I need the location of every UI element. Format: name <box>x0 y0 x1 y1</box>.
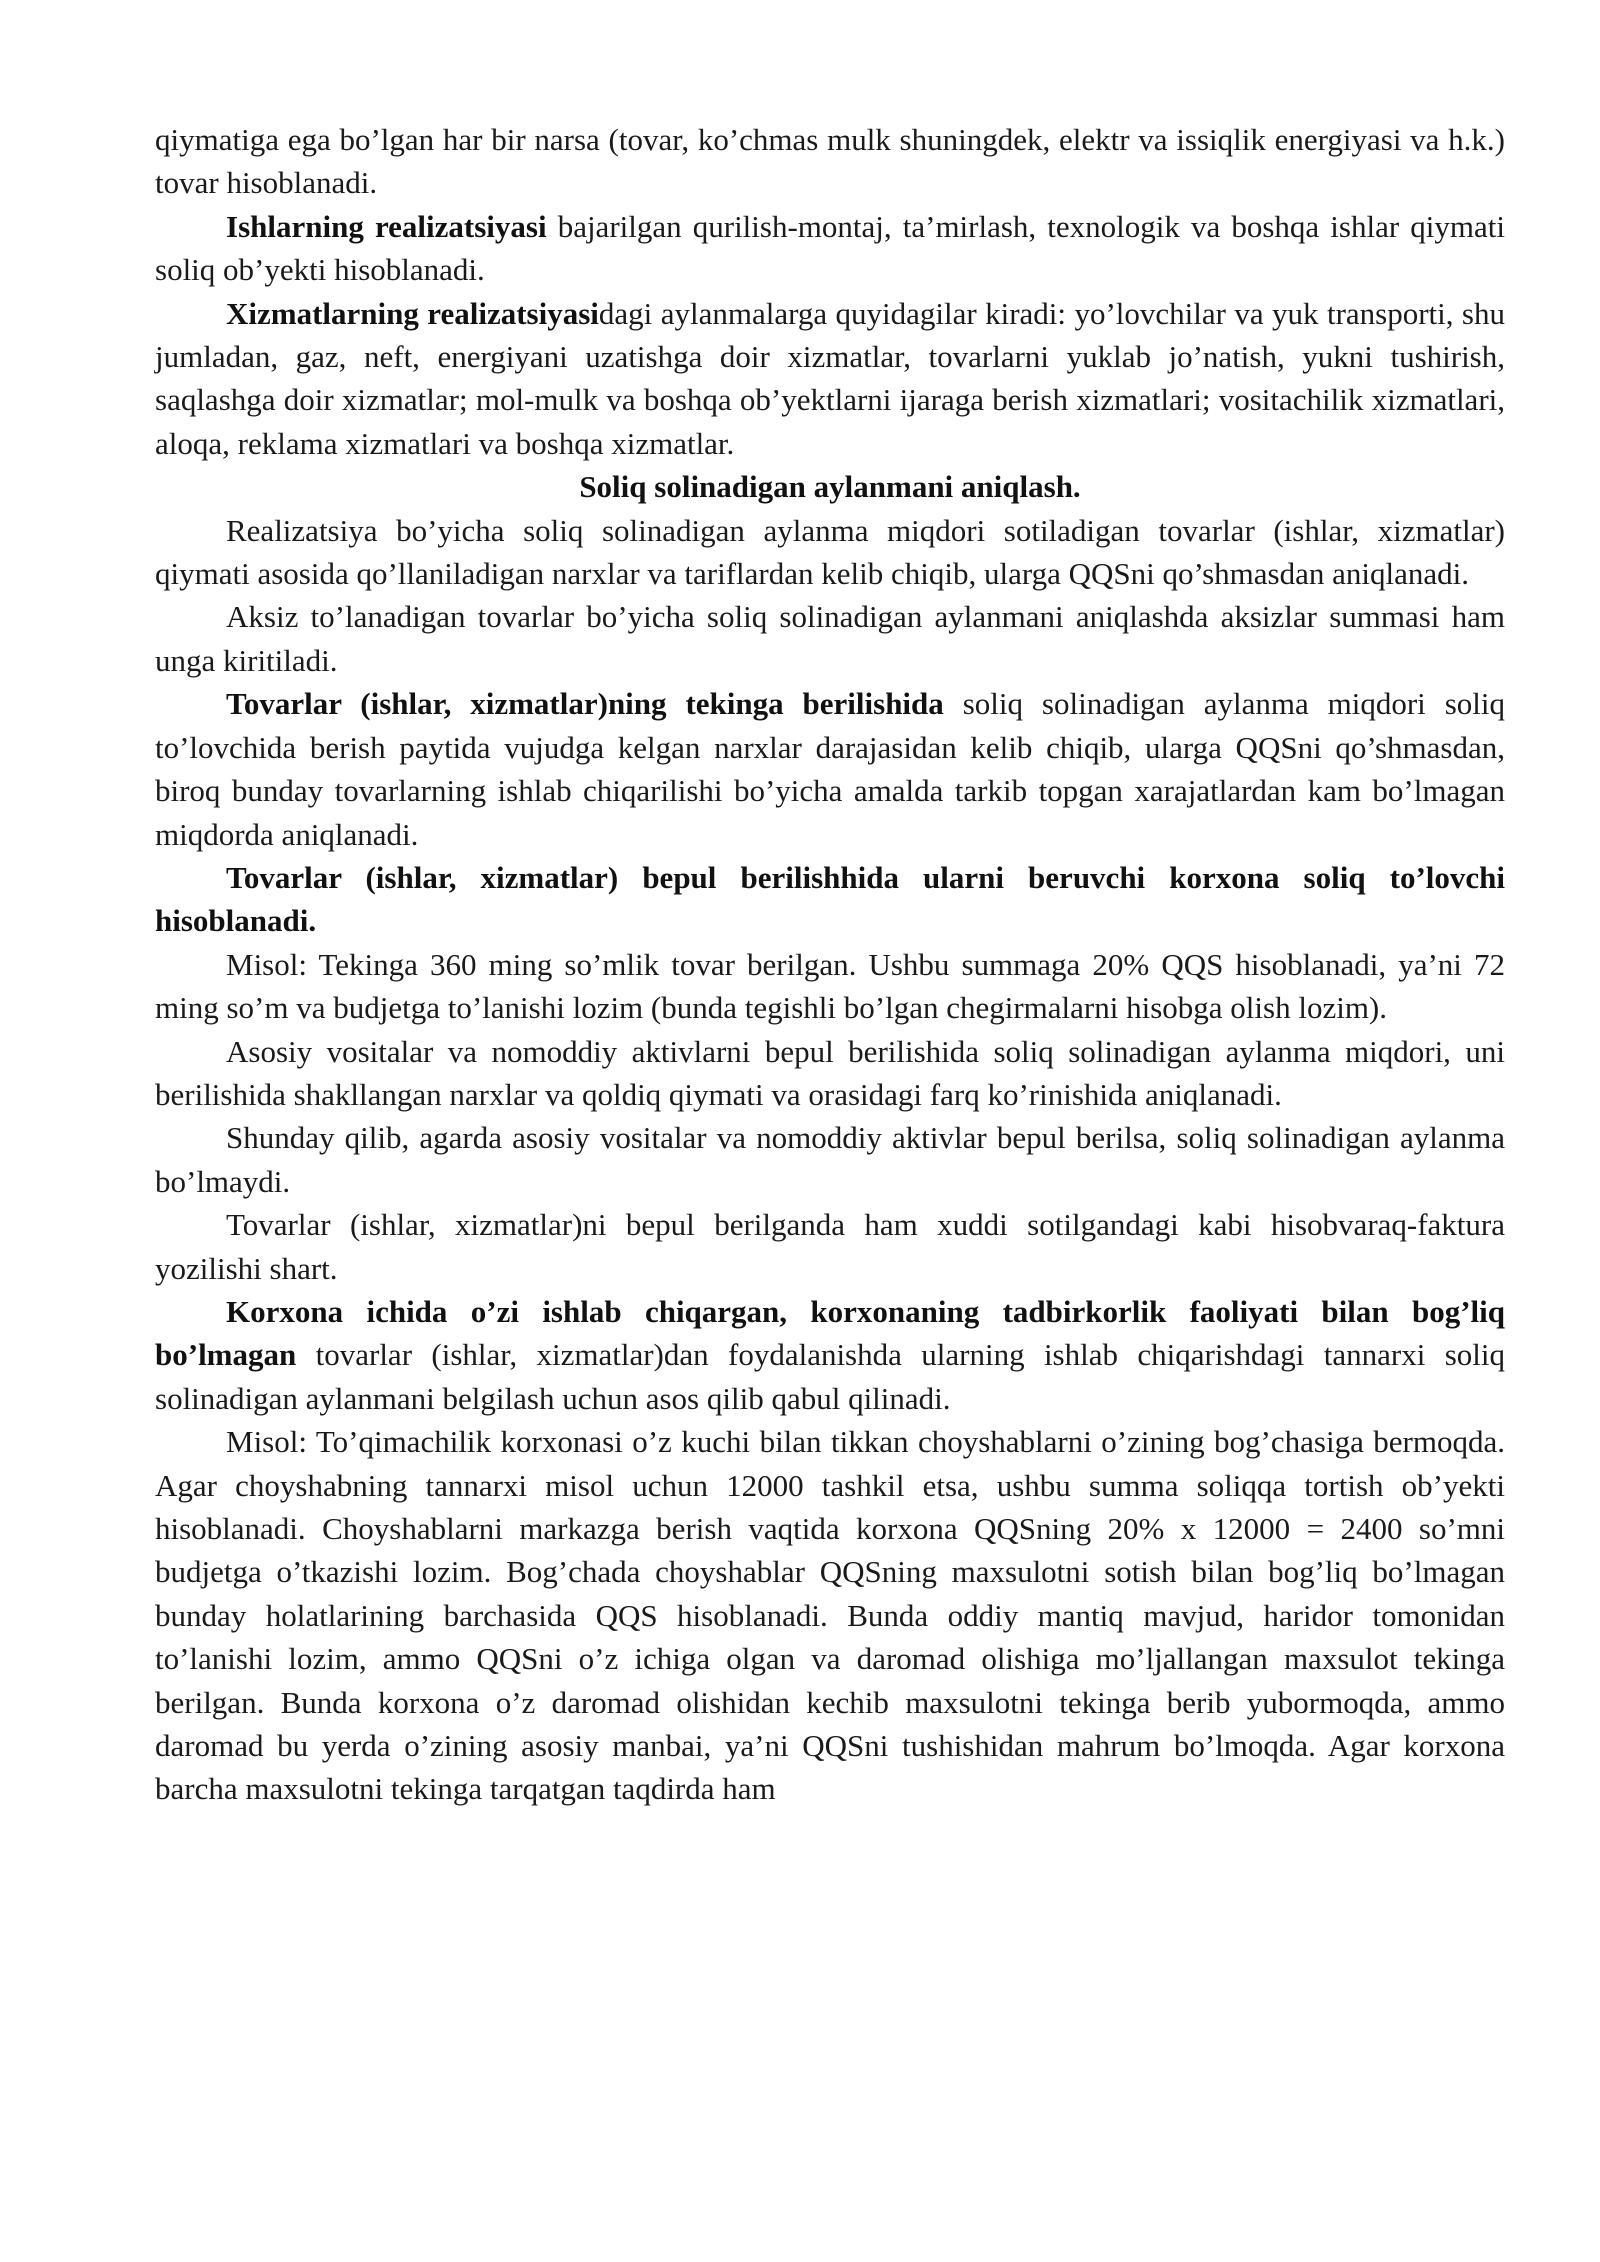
paragraph-turnover-amount <box>155 509 1505 596</box>
bold-term: Tovarlar (ishlar, xizmatlar)ning tekinga berilishida <box>226 686 944 722</box>
paragraph-invoice-requirement <box>155 1203 1505 1290</box>
bold-term: Xizmatlarning realizatsiyasi <box>226 295 599 331</box>
paragraph-text: tovarlar (ishlar, xizmatlar)dan foydalanishda ularning ishlab chiqarishdagi tannarxi soliq solinadigan aylanmani belgilash uchun asos qilib qabul qilinadi. <box>155 1337 1505 1416</box>
paragraph-example-textile <box>155 1420 1505 1811</box>
heading-text: Soliq solinadigan aylanmani aniqlash. <box>579 469 1081 505</box>
document-page <box>155 118 1505 1811</box>
paragraph-excise-goods <box>155 595 1505 682</box>
paragraph-text: Misol: To’qimachilik korxonasi o’z kuchi bilan tikkan choyshablarni o’zining bog’chasiga bermoqda. Agar choyshabning tannarxi misol uchun 12000 tashkil etsa, ushbu summa soliqqa tortish ob’yekti hisoblanadi. Choyshablarni markazga berish vaqtida korxona QQSning 20% x 12000 = 2400 so’mni budjetga o’tkazishi lozim. Bog’chada choyshablar QQSning maxsulotni sotish bilan bog’liq bo’lmagan bunday holatlarining barchasida QQS hisoblanadi. Bunda oddiy mantiq mavjud, haridor tomonidan to’lanishi lozim, ammo QQSni o’z ichiga olgan va daromad olishiga mo’ljallangan maxsulot tekinga berilgan. Bunda korxona o’z daromad olishidan kechib maxsulotni tekinga berib yubormoqda, ammo daromad bu yerda o’zining asosiy manbai, ya’ni QQSni tushishidan mahrum bo’lmoqda. Agar korxona barcha maxsulotni tekinga tarqatgan taqdirda ham <box>155 1424 1505 1807</box>
paragraph-free-transfer-taxpayer <box>155 856 1505 943</box>
paragraph-works-realization <box>155 205 1505 292</box>
paragraph-text: qiymatiga ega bo’lgan har bir narsa (tovar, ko’chmas mulk shuningdek, elektr va issiqlik energiyasi va h.k.) tovar hisoblanadi. <box>155 122 1505 201</box>
bold-statement: Tovarlar (ishlar, xizmatlar) bepul berilishhida ularni beruvchi korxona soliq to’lovchi hisoblanadi. <box>155 859 1505 939</box>
paragraph-text: Asosiy vositalar va nomoddiy aktivlarni bepul berilishida soliq solinadigan aylanma miqdori, uni berilishida shakllangan narxlar va qoldiq qiymati va orasidagi farq ko’rinishida aniqlanadi. <box>155 1033 1505 1112</box>
paragraph-goods-definition <box>155 118 1505 205</box>
paragraph-text: soliq solinadigan aylanma miqdori soliq to’lovchida berish paytida vujudga kelgan narxlar darajasidan kelib chiqib, ularga QQSni qo’shmasdan, biroq bunday tovarlarning ishlab chiqarilishi bo’yicha amalda tarkib topgan xarajatlardan kam bo’lmagan miqdorda aniqlanadi. <box>155 686 1505 852</box>
paragraph-text: Tovarlar (ishlar, xizmatlar)ni bepul berilganda ham xuddi sotilgandagi kabi hisobvaraq-faktura yozilishi shart. <box>155 1207 1505 1286</box>
paragraph-example-free-goods <box>155 943 1505 1030</box>
paragraph-internal-use <box>155 1290 1505 1420</box>
paragraph-fixed-assets <box>155 1030 1505 1117</box>
paragraph-text: Aksiz to’lanadigan tovarlar bo’yicha soliq solinadigan aylanmani aniqlashda aksizlar summasi ham unga kiritiladi. <box>155 599 1505 678</box>
paragraph-fixed-assets-conclusion <box>155 1116 1505 1203</box>
paragraph-text: bajarilgan qurilish-montaj, ta’mirlash, texnologik va boshqa ishlar qiymati soliq ob’yekti hisoblanadi. <box>155 208 1505 288</box>
bold-term: Korxona ichida o’zi ishlab chiqargan, korxonaning tadbirkorlik faoliyati bilan bog’liq bo’lmagan <box>155 1293 1505 1373</box>
paragraph-services-realization <box>155 292 1505 466</box>
paragraph-text: Misol: Tekinga 360 ming so’mlik tovar berilgan. Ushbu summaga 20% QQS hisoblanadi, ya’ni 72 ming so’m va budjetga to’lanishi lozim (bunda tegishli bo’lgan chegirmalarni hisobga olish lozim). <box>155 946 1505 1026</box>
paragraph-text: dagi aylanmalarga quyidagilar kiradi: yo’lovchilar va yuk transporti, shu jumladan, gaz, neft, energiyani uzatishga doir xizmatlar, tovarlarni yuklab jo’natish, yukni tushirish, saqlashga doir xizmatlar; mol-mulk va boshqa ob’yektlarni ijaraga berish xizmatlari; vositachilik xizmatlari, aloqa, reklama xizmatlari va boshqa xizmatlar. <box>155 295 1505 461</box>
paragraph-text: Shunday qilib, agarda asosiy vositalar va nomoddiy aktivlar bepul berilsa, soliq solinadigan aylanma bo’lmaydi. <box>155 1120 1505 1199</box>
bold-term: Ishlarning realizatsiyasi <box>226 208 547 244</box>
section-heading <box>155 465 1505 508</box>
paragraph-text: Realizatsiya bo’yicha soliq solinadigan aylanma miqdori sotiladigan tovarlar (ishlar, xizmatlar) qiymati asosida qo’llaniladigan narxlar va tariflardan kelib chiqib, ularga QQSni qo’shmasdan aniqlanadi. <box>155 512 1505 592</box>
paragraph-free-transfer <box>155 682 1505 856</box>
